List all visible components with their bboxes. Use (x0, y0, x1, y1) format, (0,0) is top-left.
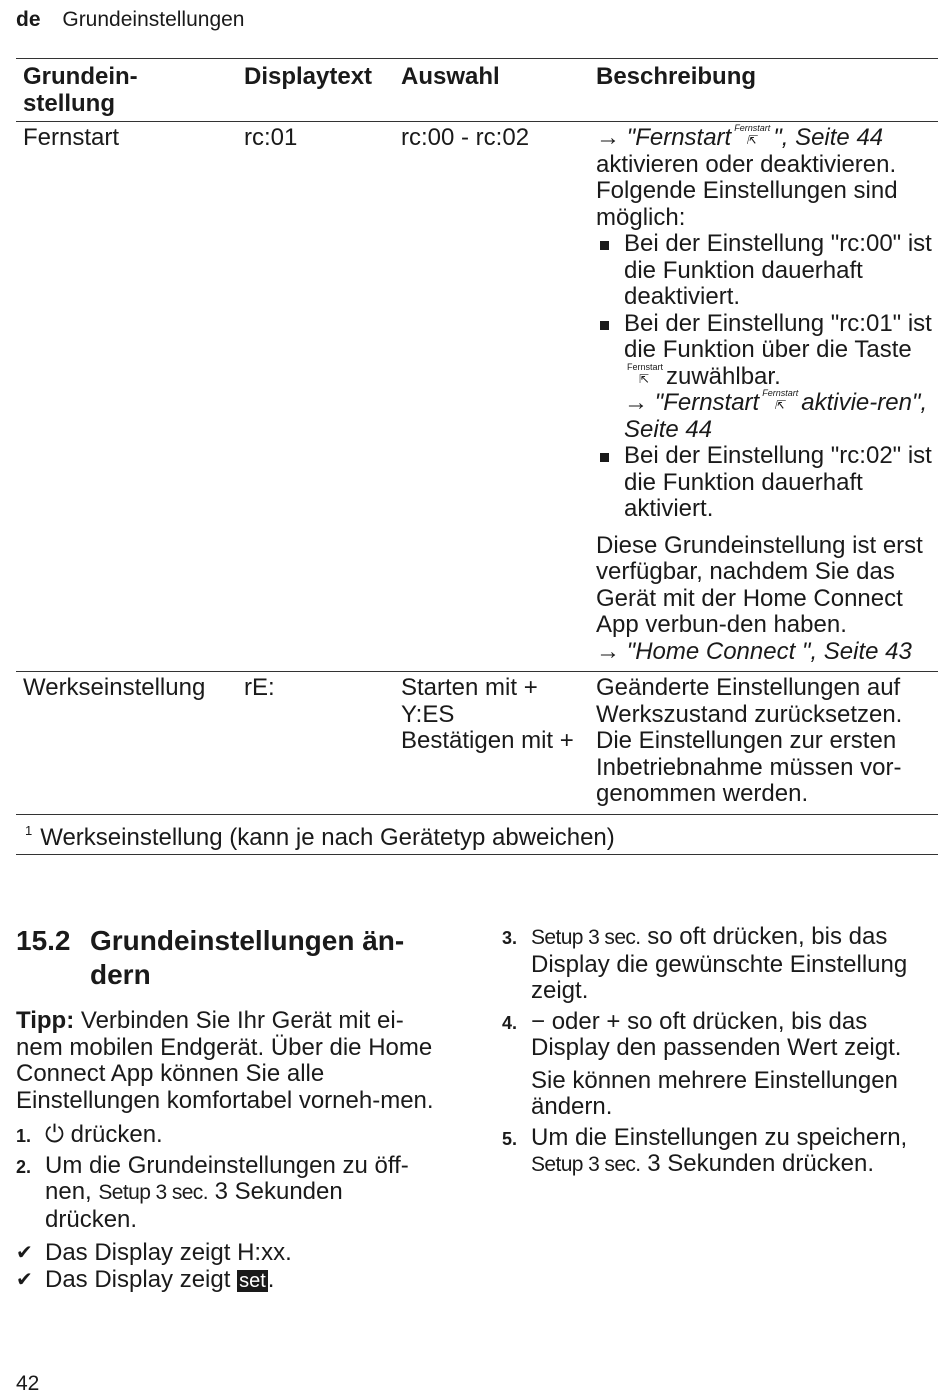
section-heading (16, 924, 440, 992)
step-4: 4. − oder + so oft drücken, bis das Display den passenden Wert zeigt. Sie können mehrere Einstellungen ändern. (502, 1009, 942, 1121)
setup-button-label: Setup 3 sec. (531, 926, 641, 949)
tip-label: Tipp: (16, 1007, 75, 1034)
setup-button-label: Setup 3 sec. (98, 1181, 208, 1204)
col-header-displaytext: Displaytext (237, 59, 394, 122)
bullet-icon (600, 321, 609, 330)
step-4-note: Sie können mehrere Einstellungen ändern. (531, 1066, 898, 1120)
table-row (16, 672, 938, 815)
cell-setting: Fernstart (16, 122, 237, 672)
table-footnote-row (16, 814, 938, 855)
table-row (16, 122, 938, 672)
check-icon: ✔ (16, 1268, 33, 1291)
availability-note: Diese Grundeinstellung ist erst verfügbar, nachdem Sie das Gerät mit der Home Connect App verbun-den haben. → "Home Connect ", Seite 43 (596, 531, 923, 665)
section-number: 15.2 (16, 925, 71, 956)
step-2: 2. Um die Grundeinstellungen zu öff-nen, Setup 3 sec. 3 Sekunden drücken. (16, 1151, 409, 1233)
list-item: Bei der Einstellung "rc:02" ist die Funktion dauerhaft aktiviert. (596, 443, 932, 523)
option-list (596, 231, 932, 523)
list-item: Bei der Einstellung "rc:00" ist die Funktion dauerhaft deaktiviert. (596, 231, 932, 311)
cell-description (589, 122, 938, 672)
cross-reference-link[interactable]: → "Fernstart Fernstart ⇱ aktivie-ren", Seite 44 (624, 388, 928, 443)
page-number: 42 (16, 1372, 40, 1395)
cell-description: Geänderte Einstellungen auf Werkszustand zurücksetzen. Die Einstellungen zur ersten Inbetriebnahme müssen vor-genommen werden. (589, 672, 938, 815)
list-item: Bei der Einstellung "rc:01" ist die Funktion über die Taste Fernstart ⇱ zuwählbar. → "Fernstart Fernstart ⇱ aktivie-ren", Seite 44 (596, 311, 932, 444)
cell-display: rE: (237, 672, 394, 815)
description-intro: aktivieren oder deaktivieren. Folgende Einstellungen sind möglich: (596, 150, 898, 231)
col-header-description: Beschreibung (589, 59, 938, 122)
right-column (502, 924, 942, 1179)
minus-icon: − (531, 1007, 546, 1035)
tip-paragraph (16, 1008, 440, 1114)
footnote: $^1$ Werkseinstellung (kann je nach Gerätetyp abweichen) (16, 814, 938, 855)
bullet-icon (600, 453, 609, 462)
running-header (16, 8, 245, 32)
left-column (16, 924, 440, 1294)
cross-reference-link[interactable]: → "Fernstart Fernstart ⇱ ", Seite 44 (596, 123, 884, 151)
cross-reference-link[interactable]: → "Home Connect ", Seite 43 (596, 637, 912, 665)
cell-setting: Werkseinstellung (16, 672, 237, 815)
result-1: ✔ Das Display zeigt H:xx. (16, 1239, 292, 1266)
setup-button-label: Setup 3 sec. (531, 1153, 641, 1176)
fernstart-icon: Fernstart ⇱ (626, 361, 663, 386)
table-header-row (16, 59, 938, 122)
section-title: Grundeinstellungen än-dern (90, 925, 405, 990)
check-icon: ✔ (16, 1242, 33, 1264)
col-header-setting: Grundein- stellung (16, 59, 237, 122)
step-1: 1. ⏻ drücken. (16, 1121, 163, 1148)
language-code: de (16, 8, 41, 31)
settings-table (16, 58, 938, 855)
result-2: ✔ Das Display zeigt set. (16, 1265, 275, 1293)
col-header-selection: Auswahl (394, 59, 589, 122)
fernstart-icon: Fernstart ⇱ (762, 388, 799, 412)
cell-display: rc:01 (237, 122, 394, 672)
tip-text: Verbinden Sie Ihr Gerät mit ei-nem mobilen Endgerät. Über die Home Connect App können Sie alle Einstellungen komfortabel vorneh-men. (16, 1007, 434, 1114)
bullet-icon (600, 241, 609, 250)
step-3: 3. Setup 3 sec. so oft drücken, bis das Display die gewünschte Einstellung zeigt. (502, 923, 908, 1004)
power-icon: ⏻ (45, 1121, 64, 1148)
set-display-symbol: set (239, 1269, 266, 1292)
fernstart-icon: Fernstart ⇱ (734, 123, 771, 147)
plus-icon: + (606, 1007, 621, 1035)
cell-selection: rc:00 - rc:02 (394, 122, 589, 672)
header-title: Grundeinstellungen (62, 8, 245, 31)
step-5: 5. Um die Einstellungen zu speichern, Setup 3 sec. 3 Sekunden drücken. (502, 1123, 908, 1177)
cell-selection: Starten mit + Y:ES Bestätigen mit + (394, 672, 589, 815)
